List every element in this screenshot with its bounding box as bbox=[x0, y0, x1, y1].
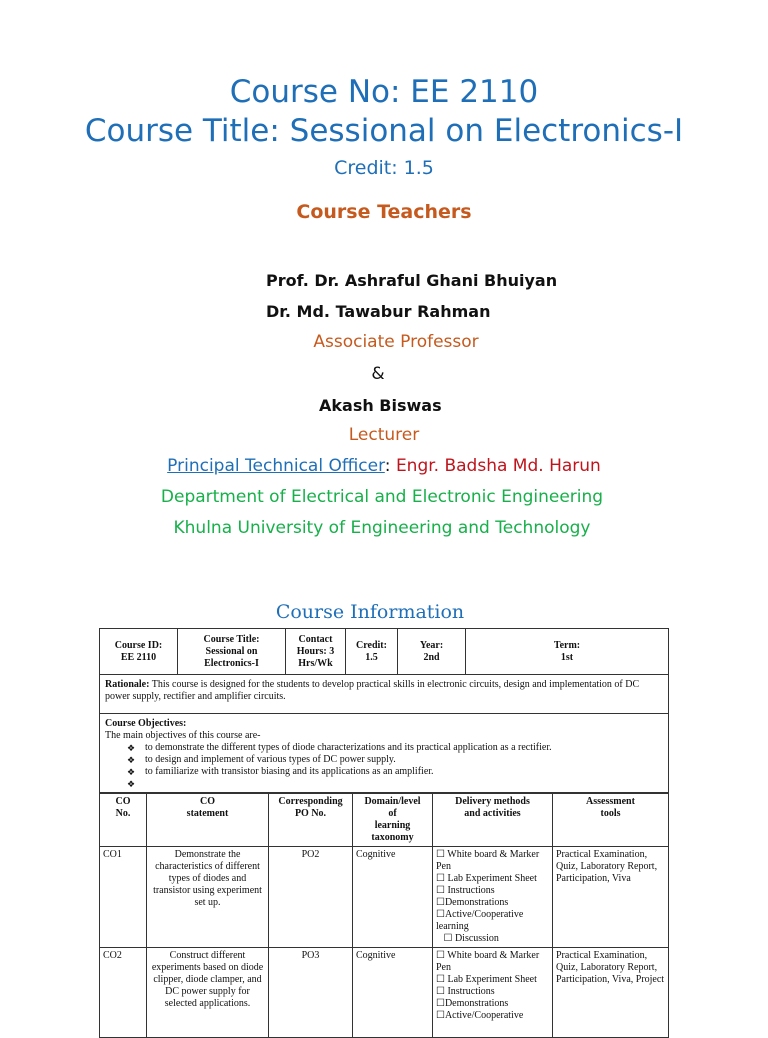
rationale-label: Rationale: bbox=[105, 679, 150, 690]
university-name: Khulna University of Engineering and Technology bbox=[173, 518, 591, 538]
course-title-heading: Course Title: Sessional on Electronics-I bbox=[84, 113, 684, 149]
po-cell: PO2 bbox=[269, 847, 353, 948]
course-teachers-heading: Course Teachers bbox=[296, 201, 472, 223]
credit-cell: Credit: 1.5 bbox=[346, 629, 398, 675]
objective-item: ❖ to familiarize with transistor biasing and its applications as an amplifier. bbox=[105, 766, 663, 778]
principal-technical-officer-line bbox=[0, 456, 768, 476]
contact-hours-cell: Contact Hours: 3 Hrs/Wk bbox=[286, 629, 346, 675]
assessment-cell: Practical Examination, Quiz, Laboratory Report, Participation, Viva bbox=[553, 847, 669, 948]
co-no-cell: CO1 bbox=[100, 847, 147, 948]
pto-separator: : bbox=[384, 456, 396, 476]
table-row bbox=[100, 948, 669, 1038]
teacher-name-3: Akash Biswas bbox=[319, 396, 442, 415]
pto-name: Engr. Badsha Md. Harun bbox=[395, 456, 601, 476]
co-statement-cell: Construct different experiments based on diode clipper, diode clamper, and DC power supply for selected applications. bbox=[147, 948, 269, 1038]
course-header-table bbox=[99, 628, 669, 675]
teacher-name-2: Dr. Md. Tawabur Rahman bbox=[266, 302, 491, 321]
objective-item: ❖ to design and implement of various types of DC power supply. bbox=[105, 754, 663, 766]
co-statement-header: CO statement bbox=[147, 794, 269, 847]
objectives-intro: The main objectives of this course are- bbox=[105, 730, 261, 741]
course-number-heading: Course No: EE 2110 bbox=[229, 74, 539, 110]
assessment-header: Assessment tools bbox=[553, 794, 669, 847]
co-statement-cell: Demonstrate the characteristics of different types of diodes and transistor using experiment set up. bbox=[147, 847, 269, 948]
domain-cell: Cognitive bbox=[353, 847, 433, 948]
department-name: Department of Electrical and Electronic Engineering bbox=[160, 487, 604, 507]
term-cell: Term: 1st bbox=[466, 629, 669, 675]
domain-header: Domain/level of learning taxonomy bbox=[353, 794, 433, 847]
year-cell: Year: 2nd bbox=[398, 629, 466, 675]
assessment-cell: Practical Examination, Quiz, Laboratory Report, Participation, Viva, Project bbox=[553, 948, 669, 1038]
ampersand: & bbox=[371, 364, 385, 384]
course-information-heading: Course Information bbox=[275, 601, 465, 623]
course-id-cell: Course ID: EE 2110 bbox=[100, 629, 178, 675]
rationale-text: This course is designed for the students to develop practical skills in electronic circuits, design and implementation of DC power supply, rectifier and amplifier circuits. bbox=[105, 679, 640, 702]
objective-item: ❖ to demonstrate the different types of diode characterizations and its practical application as a rectifier. bbox=[105, 742, 663, 754]
teacher-role-lecturer: Lecturer bbox=[348, 425, 420, 445]
po-header: Corresponding PO No. bbox=[269, 794, 353, 847]
course-information-document bbox=[99, 628, 669, 1038]
objective-item bbox=[105, 778, 663, 790]
teacher-name-1: Prof. Dr. Ashraful Ghani Bhuiyan bbox=[266, 271, 558, 290]
domain-cell: Cognitive bbox=[353, 948, 433, 1038]
table-row bbox=[100, 847, 669, 948]
principal-technical-officer-link[interactable]: Principal Technical Officer bbox=[167, 456, 385, 476]
delivery-cell: ☐ White board & Marker Pen ☐ Lab Experiment Sheet ☐ Instructions ☐Demonstrations ☐Active/Cooperative bbox=[433, 948, 553, 1038]
delivery-cell: ☐ White board & Marker Pen ☐ Lab Experiment Sheet ☐ Instructions ☐Demonstrations ☐Active/Cooperative learning ☐ Discussion bbox=[433, 847, 553, 948]
co-no-header: CO No. bbox=[100, 794, 147, 847]
po-cell: PO3 bbox=[269, 948, 353, 1038]
objectives-block bbox=[99, 714, 669, 793]
objectives-label: Course Objectives: bbox=[105, 718, 187, 729]
teacher-role-associate: Associate Professor bbox=[313, 332, 479, 352]
delivery-header: Delivery methods and activities bbox=[433, 794, 553, 847]
course-outcomes-table bbox=[99, 793, 669, 1038]
co-no-cell: CO2 bbox=[100, 948, 147, 1038]
rationale-block bbox=[99, 675, 669, 714]
credit-label: Credit: 1.5 bbox=[334, 157, 434, 179]
course-title-cell: Course Title: Sessional on Electronics-I bbox=[178, 629, 286, 675]
